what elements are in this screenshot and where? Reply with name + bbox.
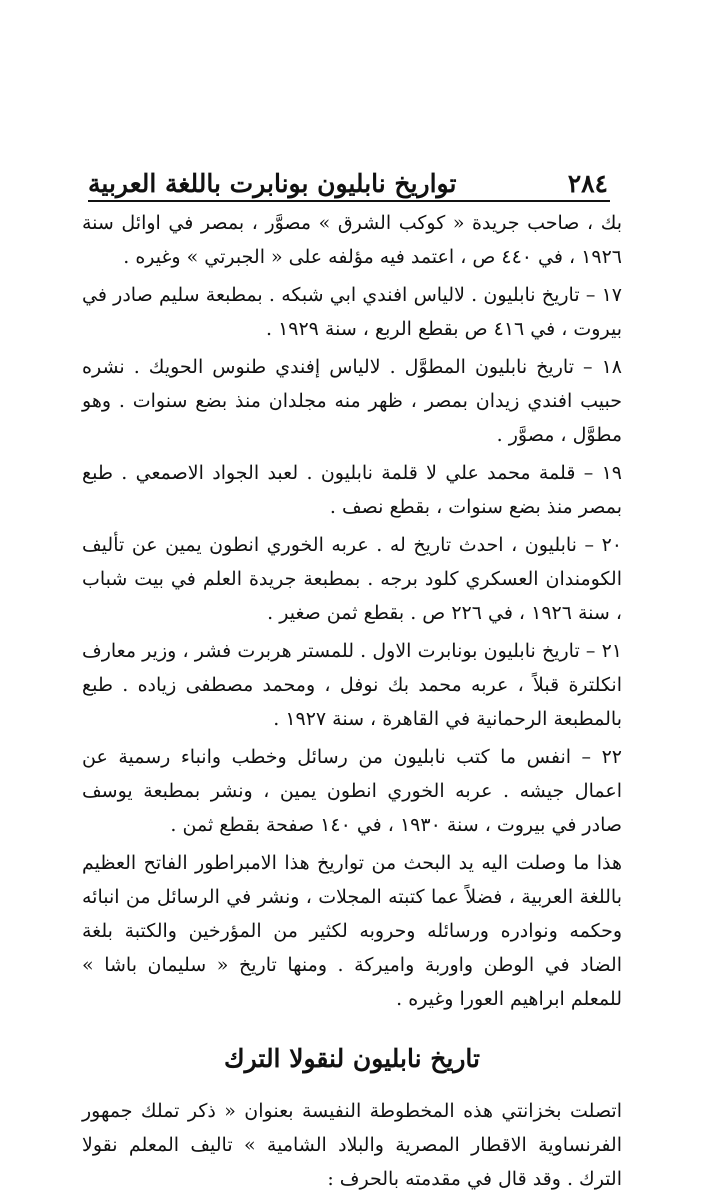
paragraph-continued: بك ، صاحب جريدة « كوكب الشرق » مصوَّر ، بمصر في اوائل سنة ١٩٢٦ ، في ٤٤٠ ص ، اعتمد فيه مؤلفه على « الجبرتي » وغيره . [82,212,622,268]
running-title: تواريخ نابليون بونابرت باللغة العربية [88,169,457,198]
entry-20: ٢٠ – نابليون ، احدث تاريخ له . عربه الخوري انطون يمين عن تأليف الكومندان العسكري كلود برجه . بمطبعة جريدة العلم في بيت شباب ، سنة ١٩٢٦ ، في ٢٢٦ ص . بقطع ثمن صغير . [82,534,622,624]
page-body [82,206,622,1200]
entry-18: ١٨ – تاريخ نابليون المطوَّل . لالياس إفندي طنوس الحويك . نشره حبيب افندي زيدان بمصر ، ظهر منه مجلدان منذ بضع سنوات . وهو مطوَّل ، مصوَّر . [82,356,622,446]
page-header [88,150,608,198]
entry-22: ٢٢ – انفس ما كتب نابليون من رسائل وخطب وانباء رسمية عن اعمال جيشه . عربه الخوري انطون يمين ، ونشر بمطبعة يوسف صادر في بيروت ، سنة ١٩٣٠ ، في ١٤٠ صفحة بقطع ثمن . [82,746,622,836]
header-rule [88,200,610,202]
section-title: تاريخ نابليون لنقولا الترك [224,1044,480,1073]
entry-17: ١٧ – تاريخ نابليون . لالياس افندي ابي شبكه . بمطبعة سليم صادر في بيروت ، في ٤١٦ ص بقطع الربع ، سنة ١٩٢٩ . [82,284,622,340]
section-paragraph: اتصلت بخزانتي هذه المخطوطة النفيسة بعنوان « ذكر تملك جمهور الفرنساوية الاقطار المصرية والبلاد الشامية » تاليف المعلم نقولا الترك . وقد قال في مقدمته بالحرف : [82,1100,622,1190]
entry-19: ١٩ – قلمة محمد علي لا قلمة نابليون . لعبد الجواد الاصمعي . طبع بمصر منذ بضع سنوات ، بقطع نصف . [82,462,622,518]
entry-21: ٢١ – تاريخ نابليون بونابرت الاول . للمستر هربرت فشر ، وزير معارف انكلترة قبلاً ، عربه محمد بك نوفل ، ومحمد مصطفى زياده . طبع بالمطبعة الرحمانية في القاهرة ، سنة ١٩٢٧ . [82,640,622,730]
page-number: ٢٨٤ [567,169,608,198]
closing-paragraph: هذا ما وصلت اليه يد البحث من تواريخ هذا الامبراطور الفاتح العظيم باللغة العربية ، فضلاً عما كتبته المجلات ، ونشر في الرسائل من انبائه وحكمه ونوادره ورسائله وحروبه لكثير من المؤرخين والكتبة بلغة الضاد في الوطن واوربة واميركة . ومنها تاريخ « سليمان باشا » للمعلم ابراهيم العورا وغيره . [82,852,622,1010]
